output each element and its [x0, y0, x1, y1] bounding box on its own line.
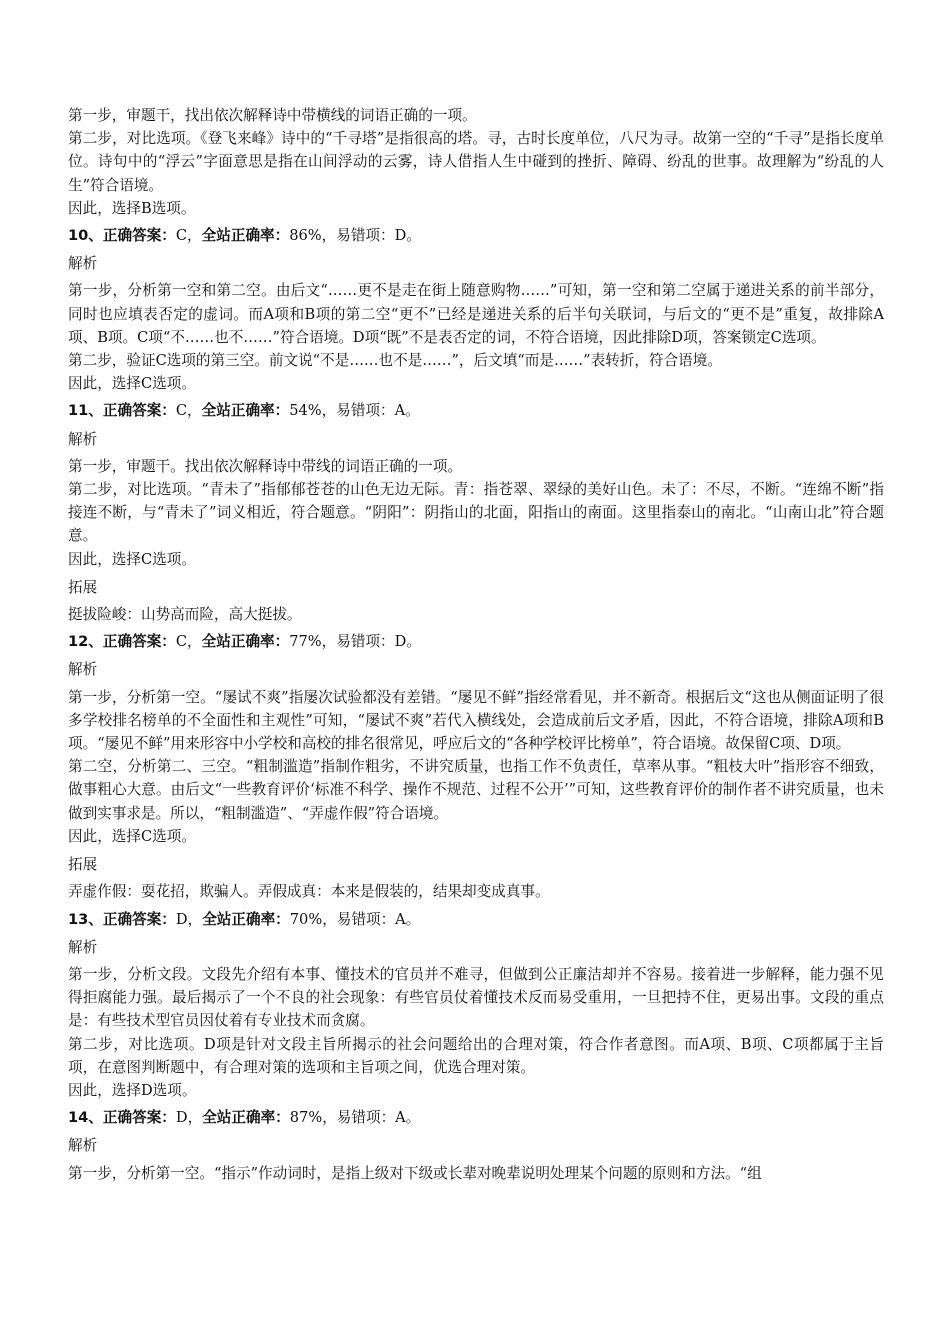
- accuracy-label: 全站正确率：: [202, 910, 290, 928]
- answer-header: [68, 224, 884, 247]
- question-number: 11、: [68, 402, 103, 420]
- answer-value: D，: [175, 1109, 203, 1127]
- paragraph: 因此，选择C选项。: [68, 550, 196, 568]
- paragraph: 挺拔险峻：山势高而险，高大挺拔。: [68, 606, 302, 624]
- answer-label: 正确答案：: [102, 227, 176, 245]
- accuracy-value: 54%，易错项：A。: [289, 402, 420, 420]
- section-label: 解析: [68, 430, 98, 448]
- accuracy-value: 77%，易错项：D。: [289, 633, 421, 651]
- paragraph: 第二空，分析第二、三空。“粗制滥造”指制作粗劣，不讲究质量，也指工作不负责任，草率从事。“粗枝大叶”指形容不细致，做事粗心大意。由后文“一些教育评价‘标准不科学、操作不规范、过程不公开’”可知，这些教育评价的制作者不讲究质量，也未做到实事求是。所以，“粗制滥造”、“弄虚作假”符合语境。: [68, 758, 884, 822]
- answer-header: [68, 908, 884, 931]
- question-number: 12、: [68, 633, 103, 651]
- paragraph: 第二步，对比选项。D项是针对文段主旨所揭示的社会问题给出的合理对策，符合作者意图。而A项、B项、C项都属于主旨项，在意图判断题中，有合理对策的选项和主旨项之间，优选合理对策。: [68, 1035, 884, 1076]
- answer-header: [68, 1106, 884, 1129]
- paragraph: 因此，选择D选项。: [68, 1081, 197, 1099]
- section-label: 拓展: [68, 578, 98, 596]
- section-label: 解析: [68, 255, 98, 273]
- paragraph: 第一步，分析第一空。“指示”作动词时，是指上级对下级或长辈对晚辈说明处理某个问题的原则和方法。“组: [68, 1164, 762, 1182]
- answer-label: 正确答案：: [102, 633, 176, 651]
- paragraph: 第一步，分析第一空和第二空。由后文“……更不是走在街上随意购物……”可知，第一空和第二空属于递进关系的前半部分，同时也应填表否定的虚词。而A项和B项的第二空“更不”已经是递进关系的后半句关联词，与后文的“更不是”重复，故排除A项、B项。C项“不……也不……”符合语境。D项“既”不是表否定的词，不符合语境，因此排除D项，答案锁定C选项。: [68, 282, 884, 346]
- answer-header: [68, 630, 884, 653]
- paragraph: 第一步，分析文段。文段先介绍有本事、懂技术的官员并不难寻，但做到公正廉洁却并不容易。接着进一步解释，能力强不见得拒腐能力强。最后揭示了一个不良的社会现象：有些官员仗着懂技术反而易受重用，一旦把持不住，更易出事。文段的重点是：有些技术型官员因仗着有专业技术而贪腐。: [68, 965, 884, 1030]
- accuracy-label: 全站正确率：: [202, 1109, 290, 1127]
- answer-value: D，: [175, 910, 203, 928]
- paragraph: 第二步，验证C选项的第三空。前文说“不是……也不是……”，后文填“而是……”表转折，符合语境。: [68, 352, 722, 370]
- section-label: 解析: [68, 661, 98, 679]
- paragraph: 因此，选择C选项。: [68, 827, 196, 845]
- section-label: 拓展: [68, 856, 98, 874]
- accuracy-label: 全站正确率：: [201, 402, 290, 420]
- answer-label: 正确答案：: [102, 910, 176, 928]
- paragraph: 第一步，审题干，找出依次解释诗中带横线的词语正确的一项。: [68, 107, 477, 124]
- accuracy-value: 87%，易错项：A。: [289, 1109, 421, 1127]
- accuracy-value: 70%，易错项：A。: [289, 910, 421, 928]
- answer-label: 正确答案：: [102, 1109, 176, 1127]
- paragraph: 因此，选择B选项。: [68, 199, 196, 217]
- accuracy-label: 全站正确率：: [201, 633, 290, 651]
- question-number: 10、: [68, 227, 103, 245]
- accuracy-label: 全站正确率：: [201, 227, 290, 245]
- paragraph: 因此，选择C选项。: [68, 375, 196, 393]
- paragraph: 第一步，分析第一空。“屡试不爽”指屡次试验都没有差错。“屡见不鲜”指经常看见，并不新奇。根据后文“这也从侧面证明了很多学校排名榜单的不全面性和主观性”可知，“屡试不爽”若代入横线处，会造成前后文矛盾，因此，不符合语境，排除A项和B项。“屡见不鲜”用来形容中小学校和高校的排名很常见，呼应后文的“各种学校评比榜单”，符合语境。故保留C项、D项。: [68, 688, 884, 753]
- answer-header: [68, 399, 884, 422]
- paragraph: 第二步，对比选项。“青未了”指郁郁苍苍的山色无边无际。青：指苍翠、翠绿的美好山色。未了：不尽，不断。“连绵不断”指接连不断，与“青未了”词义相近，符合题意。“阴阳”：阴指山的北面，阳指山的南面。这里指泰山的南北。“山南山北”符合题意。: [68, 481, 884, 545]
- section-label: 解析: [68, 1137, 98, 1155]
- accuracy-value: 86%，易错项：D。: [289, 227, 421, 245]
- paragraph: 第一步，审题干。找出依次解释诗中带线的词语正确的一项。: [68, 457, 463, 475]
- section-label: 解析: [68, 938, 98, 956]
- answer-value: C，: [175, 633, 202, 651]
- answer-value: C，: [175, 402, 202, 420]
- document-body: [68, 104, 884, 1185]
- answer-label: 正确答案：: [102, 402, 176, 420]
- paragraph: 弄虚作假：耍花招，欺骗人。弄假成真：本来是假装的，结果却变成真事。: [68, 883, 550, 901]
- question-number: 13、: [68, 910, 103, 928]
- paragraph: 第二步，对比选项。《登飞来峰》诗中的“千寻塔”是指很高的塔。寻，古时长度单位，八尺为寻。故第一空的“千寻”是指长度单位。诗句中的“浮云”字面意思是指在山间浮动的云雾，诗人借指人生中碰到的挫折、障碍、纷乱的世事。故理解为“纷乱的人生”符合语境。: [68, 130, 884, 194]
- answer-value: C，: [175, 227, 202, 245]
- question-number: 14、: [68, 1109, 103, 1127]
